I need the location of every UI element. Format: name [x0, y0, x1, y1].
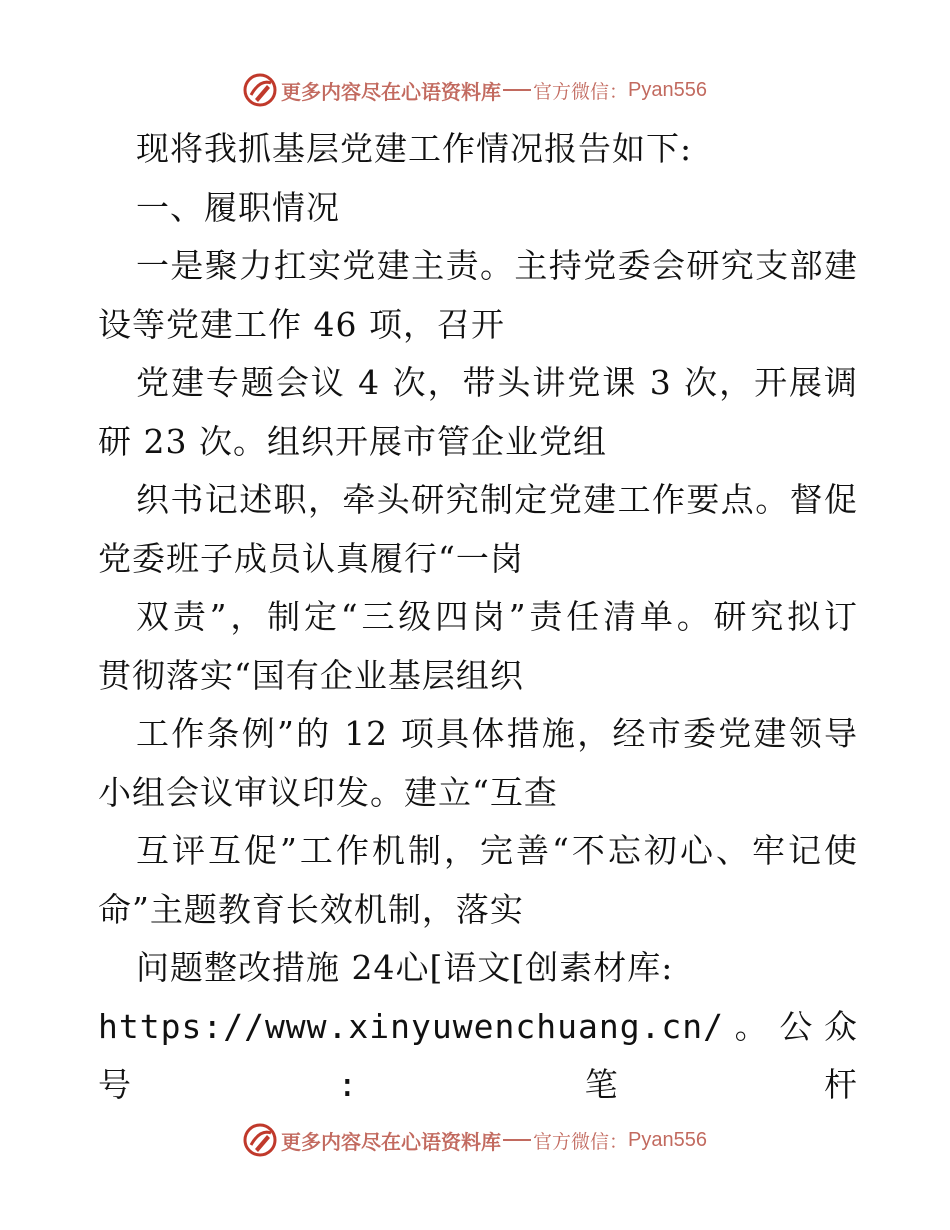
watermark-title: 更多内容尽在心语资料库: [281, 1129, 501, 1154]
watermark-dash: [503, 1139, 531, 1141]
section-heading: 一、履职情况: [136, 187, 340, 227]
body-line: 命”主题教育长效机制，落实: [98, 889, 524, 929]
body-line: 织书记述职，牵头研究制定党建工作要点。督促: [136, 480, 858, 519]
pen-logo-icon: [243, 1123, 277, 1157]
watermark-wechat-id: Pyan556: [628, 78, 707, 101]
pen-logo-icon: [243, 73, 277, 107]
watermark-subtitle: 官方微信：: [533, 80, 629, 103]
body-line: 互评互促”工作机制，完善“不忘初心、牢记使: [136, 831, 858, 870]
body-line: 小组会议审议印发。建立“互查: [98, 772, 558, 812]
document-body: [98, 120, 858, 1104]
watermark-wechat-id: Pyan556: [628, 1128, 707, 1151]
header-watermark: [0, 70, 950, 110]
body-line: 贯彻落实“国有企业基层组织: [98, 655, 524, 695]
body-line: 研 23 次。组织开展市管企业党组: [98, 421, 607, 461]
footer-watermark: [0, 1120, 950, 1160]
body-line: 现将我抓基层党建工作情况报告如下:: [136, 129, 693, 168]
body-line-url: https://www.xinyuwenchuang.cn/。公众号: 笔杆: [98, 1006, 858, 1104]
watermark-title: 更多内容尽在心语资料库: [281, 79, 501, 104]
body-line: 问题整改措施 24心[语文[创素材库:: [136, 948, 674, 987]
watermark-subtitle: 官方微信：: [533, 1130, 629, 1153]
body-line: 党委班子成员认真履行“一岗: [98, 538, 524, 578]
body-line: 党建专题会议 4 次，带头讲党课 3 次，开展调: [136, 363, 858, 402]
body-line: 一是聚力扛实党建主责。主持党委会研究支部建: [136, 246, 858, 285]
body-line: 设等党建工作 46 项，召开: [98, 304, 505, 344]
watermark-dash: [503, 89, 531, 91]
body-line: 双责”，制定“三级四岗”责任清单。研究拟订: [136, 597, 858, 636]
body-line: 工作条例”的 12 项具体措施，经市委党建领导: [136, 714, 858, 753]
